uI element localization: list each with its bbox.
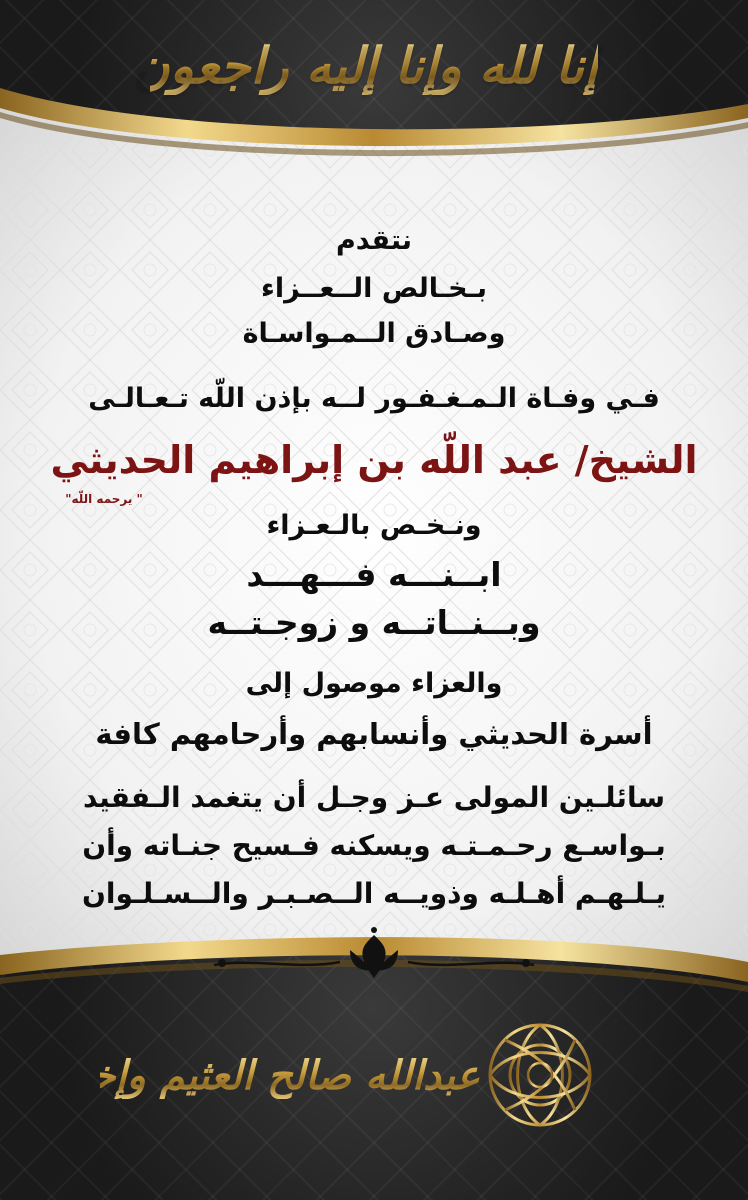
prayer-line-3: يـلـهـم أهـلـه وذويــه الــصـبـر والــسـلـوان bbox=[81, 877, 667, 910]
footer-signature: عبدالله صالح العثيم وإخوانه bbox=[26, 1052, 480, 1099]
extended-line: والعزاء موصول إلى bbox=[245, 668, 503, 699]
prayer-line-2: بـواسـع رحـمـتـه ويسكنه فـسيح جنـاته وأن bbox=[82, 829, 666, 862]
condolences-line: بـخـالص الــعــزاء bbox=[261, 273, 487, 304]
daughters-wife-line: وبــنــاتــه و زوجـتــه bbox=[207, 603, 541, 642]
family-line: أسرة الحديثي وأنسابهم وأرحامهم كافة bbox=[95, 717, 653, 751]
special-line: ونـخـص بالـعـزاء bbox=[266, 510, 482, 541]
prayer-line-1: سائلـين المولى عـز وجـل أن يتغمد الـفقيد bbox=[83, 781, 665, 814]
intro-line: نتقدم bbox=[336, 225, 412, 256]
deceased-name: الشيخ/ عبد اللّه بن إبراهيم الحديثي bbox=[50, 438, 698, 482]
sympathy-line: وصـادق الــمـواسـاة bbox=[242, 318, 506, 349]
header-title: إنا لله وإنا إليه راجعون bbox=[132, 36, 598, 95]
death-line: فـي وفـاة الـمـغـفـور لــه بإذن اللّه تـعـالـى bbox=[88, 383, 660, 414]
son-line: ابــنـــه فـــهـــد bbox=[246, 555, 502, 594]
mercy-note: " يرحمه اللّه" bbox=[65, 492, 143, 506]
